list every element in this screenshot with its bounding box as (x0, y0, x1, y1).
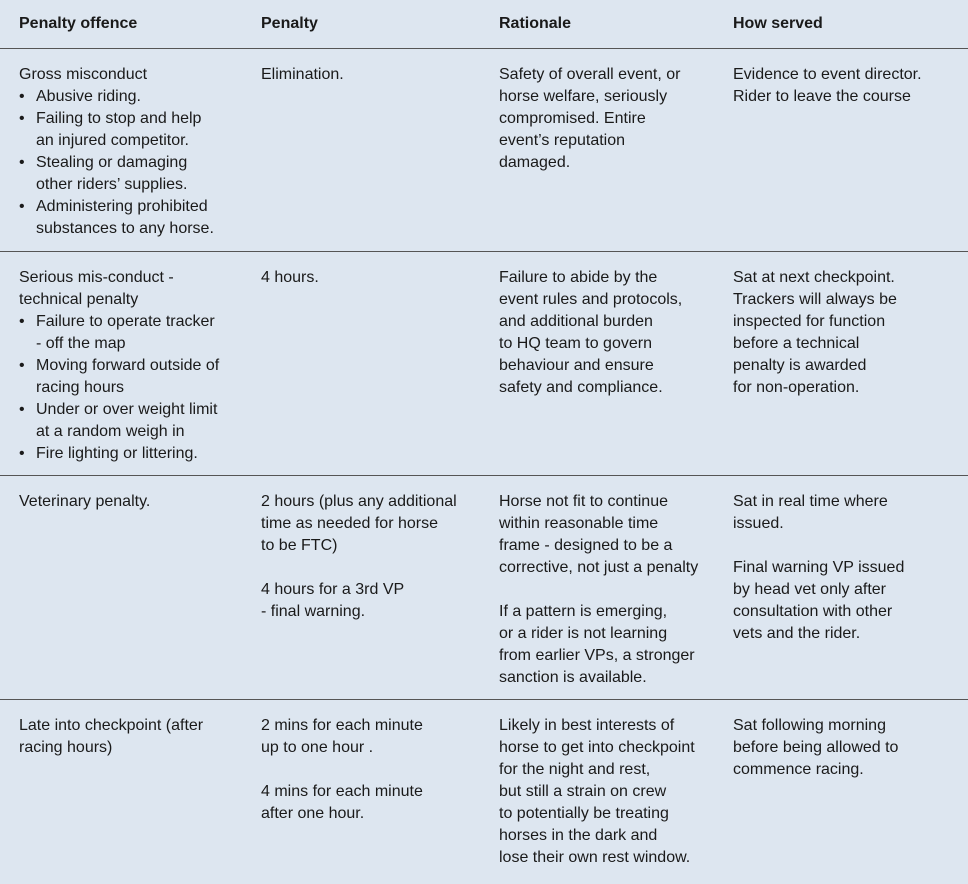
offence-title (19, 715, 238, 759)
penalty-line: time as needed for horse (261, 513, 476, 535)
offence-bullet-line: • Administering prohibited (36, 196, 238, 218)
how-served-line: penalty is awarded (733, 355, 964, 377)
rationale-line: event rules and protocols, (499, 289, 710, 311)
how-served-paragraph (733, 715, 964, 781)
rationale-line: behaviour and ensure (499, 355, 710, 377)
offence-title (19, 267, 238, 311)
offence-bullet-line: • Stealing or damaging (36, 152, 238, 174)
rationale-line: Safety of overall event, or (499, 64, 710, 86)
header-offence: Penalty offence (0, 0, 242, 49)
rationale-paragraph (499, 491, 710, 579)
rationale-line: to HQ team to govern (499, 333, 710, 355)
paragraph-gap (499, 579, 710, 601)
penalty-line: after one hour. (261, 803, 476, 825)
table-row (0, 700, 968, 884)
offence-bullet-line: - off the map (36, 333, 238, 355)
how-served-line: Evidence to event director. (733, 64, 964, 86)
rationale-line: If a pattern is emerging, (499, 601, 710, 623)
how-served-paragraph (733, 267, 964, 399)
penalty-line: - final warning. (261, 601, 476, 623)
rationale-paragraph (499, 64, 710, 174)
rationale-line: frame - designed to be a (499, 535, 710, 557)
penalty-paragraph (261, 267, 476, 289)
offence-bullet-line: other riders’ supplies. (36, 174, 238, 196)
rationale-line: Likely in best interests of (499, 715, 710, 737)
penalty-line: Elimination. (261, 64, 476, 86)
offence-title (19, 491, 238, 513)
penalty-line: to be FTC) (261, 535, 476, 557)
penalty-line: 4 mins for each minute (261, 781, 476, 803)
rationale-line: within reasonable time (499, 513, 710, 535)
offence-bullet (19, 86, 238, 108)
offence-title-line: Gross misconduct (19, 64, 238, 86)
offence-bullet-line: racing hours (36, 377, 238, 399)
offence-bullet (19, 399, 238, 443)
rationale-line: horse to get into checkpoint (499, 737, 710, 759)
how-served-line: before a technical (733, 333, 964, 355)
offence-title-line: technical penalty (19, 289, 238, 311)
rationale-cell (480, 49, 714, 252)
rationale-line: Horse not fit to continue (499, 491, 710, 513)
how-served-line: issued. (733, 513, 964, 535)
offence-bullet-line: an injured competitor. (36, 130, 238, 152)
offence-title-line: Late into checkpoint (after (19, 715, 238, 737)
rationale-paragraph (499, 601, 710, 689)
rationale-cell (480, 476, 714, 700)
penalty-paragraph (261, 781, 476, 825)
how-served-paragraph (733, 557, 964, 645)
how-served-line: Sat at next checkpoint. (733, 267, 964, 289)
rationale-line: lose their own rest window. (499, 847, 710, 869)
how-served-line: consultation with other (733, 601, 964, 623)
offence-bullet-line: • Abusive riding. (36, 86, 238, 108)
offence-bullet-line: substances to any horse. (36, 218, 238, 240)
offence-bullet (19, 311, 238, 355)
penalty-paragraph (261, 715, 476, 759)
how-served-line: Sat in real time where (733, 491, 964, 513)
table-row (0, 476, 968, 700)
how-served-line: vets and the rider. (733, 623, 964, 645)
penalty-cell (242, 49, 480, 252)
rationale-line: event’s reputation (499, 130, 710, 152)
rationale-line: but still a strain on crew (499, 781, 710, 803)
penalty-paragraph (261, 64, 476, 86)
rationale-line: corrective, not just a penalty (499, 557, 710, 579)
how-served-cell (714, 252, 968, 476)
rationale-line: Failure to abide by the (499, 267, 710, 289)
offence-bullet (19, 355, 238, 399)
rationale-paragraph (499, 267, 710, 399)
offence-bullet (19, 443, 238, 465)
how-served-line: Final warning VP issued (733, 557, 964, 579)
offence-title-line: Veterinary penalty. (19, 491, 238, 513)
penalty-line: 2 mins for each minute (261, 715, 476, 737)
offence-bullet (19, 108, 238, 152)
header-row (0, 0, 968, 49)
how-served-line: for non-operation. (733, 377, 964, 399)
offence-bullet-line: • Failure to operate tracker (36, 311, 238, 333)
table-row (0, 252, 968, 476)
penalty-cell (242, 476, 480, 700)
offence-cell (0, 476, 242, 700)
rationale-line: damaged. (499, 152, 710, 174)
offence-bullet-line: • Moving forward outside of (36, 355, 238, 377)
rationale-line: for the night and rest, (499, 759, 710, 781)
offence-bullet-line: • Under or over weight limit (36, 399, 238, 421)
header-how-served: How served (714, 0, 968, 49)
rationale-line: or a rider is not learning (499, 623, 710, 645)
how-served-line: inspected for function (733, 311, 964, 333)
header-penalty: Penalty (242, 0, 480, 49)
rationale-line: compromised. Entire (499, 108, 710, 130)
how-served-cell (714, 476, 968, 700)
table-row (0, 49, 968, 252)
rationale-cell (480, 700, 714, 884)
penalty-cell (242, 252, 480, 476)
how-served-paragraph (733, 491, 964, 535)
offence-bullet-line: at a random weigh in (36, 421, 238, 443)
penalty-paragraph (261, 579, 476, 623)
how-served-paragraph (733, 64, 964, 108)
how-served-cell (714, 49, 968, 252)
penalty-line: up to one hour . (261, 737, 476, 759)
how-served-line: commence racing. (733, 759, 964, 781)
rationale-line: from earlier VPs, a stronger (499, 645, 710, 667)
penalty-line: 4 hours for a 3rd VP (261, 579, 476, 601)
paragraph-gap (261, 557, 476, 579)
offence-bullet-line: • Failing to stop and help (36, 108, 238, 130)
offence-title (19, 64, 238, 86)
rationale-line: to potentially be treating (499, 803, 710, 825)
how-served-line: by head vet only after (733, 579, 964, 601)
paragraph-gap (733, 535, 964, 557)
offence-cell (0, 252, 242, 476)
how-served-cell (714, 700, 968, 884)
how-served-line: Trackers will always be (733, 289, 964, 311)
offence-bullet-list (19, 86, 238, 240)
rationale-line: sanction is available. (499, 667, 710, 689)
offence-cell (0, 49, 242, 252)
rationale-line: horses in the dark and (499, 825, 710, 847)
header-rationale: Rationale (480, 0, 714, 49)
penalty-line: 4 hours. (261, 267, 476, 289)
paragraph-gap (261, 759, 476, 781)
offence-bullet (19, 196, 238, 240)
rationale-line: and additional burden (499, 311, 710, 333)
how-served-line: Sat following morning (733, 715, 964, 737)
offence-bullet-list (19, 311, 238, 465)
rationale-line: safety and compliance. (499, 377, 710, 399)
penalty-paragraph (261, 491, 476, 557)
offence-bullet (19, 152, 238, 196)
rationale-paragraph (499, 715, 710, 869)
how-served-line: Rider to leave the course (733, 86, 964, 108)
offence-title-line: Serious mis-conduct - (19, 267, 238, 289)
rationale-cell (480, 252, 714, 476)
penalty-cell (242, 700, 480, 884)
how-served-line: before being allowed to (733, 737, 964, 759)
offence-cell (0, 700, 242, 884)
penalty-line: 2 hours (plus any additional (261, 491, 476, 513)
rationale-line: horse welfare, seriously (499, 86, 710, 108)
offence-bullet-line: • Fire lighting or littering. (36, 443, 238, 465)
offence-title-line: racing hours) (19, 737, 238, 759)
